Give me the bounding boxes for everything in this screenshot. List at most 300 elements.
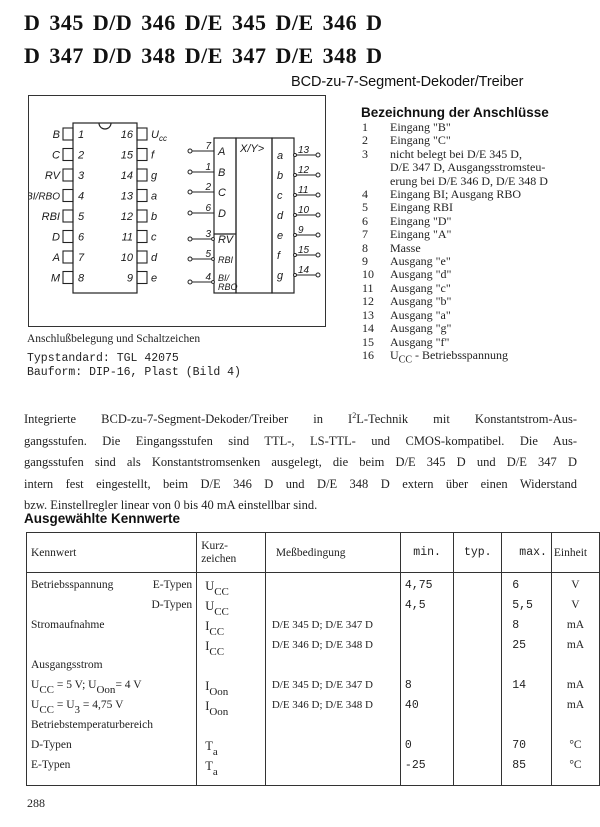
symbol-input-number: 7 — [205, 141, 211, 152]
paragraph-text: L-Technik mit Konstantstrom-Aus- — [356, 412, 578, 427]
output-terminal-icon — [316, 153, 320, 157]
diagram-caption: Anschlußbelegung und Schaltzeichen — [27, 333, 201, 345]
cell-unit: mA — [551, 679, 599, 699]
pin-desc — [390, 255, 590, 268]
symbol-sub: Oon — [209, 686, 229, 698]
cell-max — [502, 659, 552, 679]
dip-pin-left — [63, 169, 73, 181]
output-terminal-icon — [316, 273, 320, 277]
pin-number: 8 — [362, 240, 368, 255]
pin-desc-text: Eingang "B" — [390, 120, 451, 134]
table-row — [27, 719, 600, 739]
dip-pin-number: 16 — [120, 129, 133, 141]
kennwert-sub: CC — [39, 684, 54, 696]
pin-desc — [390, 201, 590, 214]
symbol-input-number: 1 — [205, 162, 211, 173]
pin-desc-text: Eingang BI; Ausgang RBO — [390, 187, 521, 202]
input-terminal-icon — [188, 257, 192, 261]
input-terminal-icon — [188, 280, 192, 284]
pin-desc — [390, 188, 590, 201]
dip-pin-left — [63, 190, 73, 202]
cell-unit: mA — [551, 699, 599, 719]
kennwert-wrap — [31, 619, 192, 631]
symbol-output-number: 10 — [298, 205, 310, 216]
cell-max: 6 — [502, 573, 552, 600]
dip-pin-label — [151, 150, 155, 162]
symbol-input-number: 2 — [205, 182, 211, 193]
col-messbedingung: Meßbedingung — [265, 533, 400, 573]
kennwert-type: E-Typen — [152, 579, 193, 591]
cell-max: 5,5 — [502, 599, 552, 619]
cell-kennwert — [27, 619, 197, 639]
col-max: max. — [502, 533, 552, 573]
pin-desc-sub: CC — [398, 354, 413, 366]
page-number: 288 — [27, 796, 45, 810]
col-kurz-2: zeichen — [201, 552, 237, 565]
cell-typ — [454, 739, 502, 759]
symbol-sub: CC — [209, 646, 225, 658]
symbol-output-number: 14 — [298, 265, 310, 276]
symbol-text: T — [205, 759, 213, 773]
pin-description-heading: Bezeichnung der Anschlüsse — [361, 105, 549, 120]
symbol-input-label: BI/ — [218, 273, 230, 283]
package-type: Bauform: DIP-16, Plast (Bild 4) — [27, 366, 241, 379]
description-paragraph — [24, 405, 577, 517]
cell-condition — [265, 759, 400, 786]
inversion-circle-icon — [294, 194, 297, 197]
pin-desc — [390, 268, 590, 281]
symbol-pins — [188, 141, 320, 292]
dip-pin-left — [63, 251, 73, 263]
symbol-output-number: 13 — [298, 145, 310, 156]
cell-min — [400, 639, 453, 659]
dip-pin-number: 1 — [78, 129, 85, 141]
paragraph-text: Integrierte BCD-zu-7-Segment-Dekoder/Treiber in I — [24, 412, 353, 427]
pin-desc — [390, 336, 590, 349]
dip-pin-left — [63, 128, 73, 140]
dip-pin-number: 9 — [126, 272, 133, 285]
pin-description-item — [362, 268, 590, 281]
dip-pin-label-text: e — [151, 272, 158, 285]
dip-pin-right — [137, 272, 147, 284]
kennwert-text: = 4 V — [115, 679, 142, 691]
symbol-input-number: 5 — [205, 249, 211, 260]
pin-desc-text: Eingang "C" — [390, 133, 451, 148]
dip-pin-label-text: a — [151, 190, 158, 203]
pin-desc-text: Masse — [390, 240, 421, 255]
symbol-output-number: 12 — [298, 165, 310, 176]
cell-kennwert — [27, 599, 197, 619]
kennwert-wrap — [31, 759, 192, 771]
cell-symbol — [197, 679, 266, 699]
table-row — [27, 739, 600, 759]
dip-pin-number: 13 — [120, 190, 133, 203]
pin-number: 13 — [362, 307, 374, 322]
cell-symbol — [197, 739, 266, 759]
symbol-core-block — [236, 138, 272, 293]
pin-description-item — [362, 148, 590, 188]
dip-pin-label-text: f — [151, 149, 155, 162]
characteristics-table — [26, 532, 600, 786]
pin-number: 10 — [362, 267, 374, 282]
paragraph-line — [24, 431, 577, 453]
dip-package-body — [73, 123, 137, 293]
subtitle: BCD-zu-7-Segment-Dekoder/Treiber — [291, 74, 524, 90]
pin-number: 12 — [362, 294, 374, 309]
cell-symbol — [197, 573, 266, 600]
symbol-sub: CC — [209, 626, 225, 638]
symbol-sub: Oon — [209, 706, 229, 718]
cell-kennwert — [27, 573, 197, 600]
dip-pin-number: 3 — [78, 170, 85, 182]
cell-symbol — [197, 639, 266, 659]
symbol-input-label: B — [218, 167, 226, 179]
table-row — [27, 599, 600, 619]
dip-pin-label — [151, 273, 157, 285]
output-terminal-icon — [316, 233, 320, 237]
kennwert-wrap — [31, 739, 192, 751]
dip-pin-right — [137, 169, 147, 181]
cell-unit: mA — [551, 639, 599, 659]
symbol-output-label: d — [277, 210, 284, 222]
kennwert-text: Betriebstemperaturbereich — [31, 719, 153, 731]
dip-pin-label: M — [50, 272, 60, 285]
title-line-2: D 347 D/D 348 D/E 347 D/E 348 D — [24, 43, 383, 68]
pin-description-item — [362, 255, 590, 268]
dip-pin-left — [63, 272, 73, 284]
dip-pin-left — [63, 231, 73, 243]
dip-pin-label — [151, 170, 158, 182]
cell-max: 70 — [502, 739, 552, 759]
input-terminal-icon — [188, 211, 192, 215]
dip-pin-right — [137, 251, 147, 263]
paragraph-text: gangsstufen sind als Konstantstromsenken ausgelegt, die beim D/E 345 D und D/E 347 D — [24, 455, 577, 470]
dip-pin-right — [137, 190, 147, 202]
dip-pin-right — [137, 149, 147, 161]
pin-desc-text: nicht belegt bei D/E 345 D, — [390, 146, 522, 161]
cell-min: 4,75 — [400, 573, 453, 600]
cell-kennwert — [27, 679, 197, 699]
cell-min — [400, 719, 453, 739]
symbol-input-label-2: RBO — [218, 282, 238, 292]
cell-unit: °C — [551, 739, 599, 759]
pin-desc — [390, 215, 590, 228]
table-header-row — [27, 533, 600, 573]
symbol-text: U — [205, 599, 215, 613]
kennwert-sub: CC — [39, 704, 54, 716]
cell-max — [502, 719, 552, 739]
kennwert-wrap — [31, 599, 192, 611]
table-row — [27, 639, 600, 659]
paragraph-line — [24, 452, 577, 474]
pin-desc — [390, 134, 590, 147]
cell-max: 8 — [502, 619, 552, 639]
symbol-output-number: 9 — [298, 225, 304, 236]
cell-min: 4,5 — [400, 599, 453, 619]
cell-unit: V — [551, 573, 599, 600]
cell-kennwert — [27, 699, 197, 719]
pin-desc-text: Ausgang "c" — [390, 280, 451, 295]
cell-symbol — [197, 699, 266, 719]
cell-condition — [265, 739, 400, 759]
dip-pin-label-text: b — [151, 211, 158, 223]
cell-unit: mA — [551, 619, 599, 639]
dip-pin-label — [151, 191, 157, 203]
dip-pin-label: BI/RBO — [29, 191, 60, 203]
input-terminal-icon — [188, 190, 192, 194]
output-terminal-icon — [316, 213, 320, 217]
symbol-text: T — [205, 739, 213, 753]
pin-desc — [390, 242, 590, 255]
table-row — [27, 679, 600, 699]
inversion-circle-icon — [294, 214, 297, 217]
pin-description-item — [362, 134, 590, 147]
kennwert-sub: 3 — [74, 704, 81, 716]
inversion-circle-icon — [212, 258, 215, 261]
kennwert-text: = 5 V; U — [54, 679, 97, 691]
symbol-text: I — [205, 639, 210, 653]
dip-pin-label: C — [52, 149, 60, 162]
cell-symbol — [197, 719, 266, 739]
pin-desc — [390, 295, 590, 308]
dip-pin-label — [151, 211, 157, 223]
cell-symbol — [197, 599, 266, 619]
pin-desc-text: Eingang "A" — [390, 227, 452, 242]
col-min: min. — [400, 533, 453, 573]
cell-typ — [454, 699, 502, 719]
pin-desc-text: Ausgang "f" — [390, 334, 450, 349]
pin-desc-text: - Betriebsspannung — [412, 347, 508, 362]
table-row — [27, 659, 600, 679]
paragraph-text: bzw. Einstellregler linear von 0 bis 40 mA einstellbar sind. — [24, 498, 318, 513]
cell-condition — [265, 719, 400, 739]
dip-pin-label-text: U — [151, 129, 159, 141]
cell-typ — [454, 679, 502, 699]
pin-description-item — [362, 349, 590, 367]
table-row — [27, 573, 600, 600]
cell-condition — [265, 659, 400, 679]
type-standard: Typstandard: TGL 42075 — [27, 352, 179, 365]
pin-desc — [390, 148, 590, 188]
cell-unit — [551, 719, 599, 739]
paragraph-line — [24, 474, 577, 496]
pin-desc-text-3: erung bei D/E 346 D, D/E 348 D — [390, 173, 548, 188]
inversion-circle-icon — [294, 174, 297, 177]
pin-description-item — [362, 201, 590, 214]
cell-condition — [265, 599, 400, 619]
kennwert-text: = U — [54, 699, 75, 711]
col-kurzzeichen — [197, 533, 266, 573]
cell-min — [400, 659, 453, 679]
cell-unit — [551, 659, 599, 679]
pin-number: 16 — [362, 347, 374, 362]
col-typ: typ. — [454, 533, 502, 573]
symbol-output-number: 11 — [298, 185, 309, 196]
inversion-circle-icon — [294, 274, 297, 277]
dip-pin-label-sub: cc — [158, 134, 167, 143]
dip-pin-right — [137, 128, 147, 140]
pin-desc-text: Ausgang "a" — [390, 307, 451, 322]
dip-pins — [29, 128, 167, 285]
cell-condition: D/E 345 D; D/E 347 D — [265, 679, 400, 699]
kennwert-type: D-Typen — [151, 599, 193, 611]
symbol-input-number: 4 — [205, 272, 211, 283]
cell-typ — [454, 639, 502, 659]
dip-pin-number: 15 — [120, 149, 133, 162]
cell-symbol — [197, 659, 266, 679]
pin-desc-text: Eingang RBI — [390, 200, 453, 215]
cell-max: 25 — [502, 639, 552, 659]
kennwert-text: Stromaufnahme — [31, 619, 105, 631]
cell-unit: °C — [551, 759, 599, 786]
cell-max — [502, 699, 552, 719]
paragraph-text: gangsstufen. Die Eingangsstufen sind TTL-, LS-TTL- und CMOS-kompatibel. Die Aus- — [24, 433, 577, 448]
pin-number: 1 — [362, 120, 368, 134]
symbol-function-label: X/Y> — [240, 143, 265, 155]
symbol-sub: a — [212, 746, 218, 758]
cell-condition: D/E 346 D; D/E 348 D — [265, 639, 400, 659]
table-heading: Ausgewählte Kennwerte — [24, 511, 181, 526]
pinout-and-symbol-diagram — [29, 96, 325, 326]
dip-pin-left — [63, 149, 73, 161]
kennwert-text: Ausgangsstrom — [31, 659, 103, 671]
pin-number: 2 — [362, 133, 368, 148]
dip-pin-label: B — [52, 129, 60, 141]
paragraph-sup: 2 — [352, 411, 357, 420]
pin-desc-symbol: U — [390, 347, 399, 362]
dip-pin-number: 10 — [120, 252, 133, 264]
cell-symbol — [197, 619, 266, 639]
dip-pin-number: 11 — [121, 231, 133, 244]
pin-number: 7 — [362, 227, 368, 242]
pin-description-item — [362, 242, 590, 255]
pin-desc-text: Ausgang "b" — [390, 294, 452, 309]
pin-description-item — [362, 322, 590, 335]
dip-pin-left — [63, 210, 73, 222]
symbol-sub: a — [212, 766, 218, 778]
kennwert-text: U — [31, 679, 40, 691]
pin-desc-text: Eingang "D" — [390, 213, 452, 228]
pin-description-item — [362, 282, 590, 295]
pin-number: 6 — [362, 213, 368, 228]
inversion-circle-icon — [212, 281, 215, 284]
inversion-circle-icon — [294, 254, 297, 257]
kennwert-text: Betriebsspannung — [31, 579, 114, 591]
inversion-circle-icon — [212, 238, 215, 241]
table-row — [27, 619, 600, 639]
dip-pin-number: 4 — [78, 190, 85, 203]
cell-typ — [454, 759, 502, 786]
pin-desc — [390, 322, 590, 335]
input-terminal-icon — [188, 149, 192, 153]
pin-desc-text-2: D/E 347 D, Ausgangsstromsteu- — [390, 160, 546, 175]
cell-kennwert — [27, 639, 197, 659]
symbol-text: I — [205, 619, 210, 633]
cell-typ — [454, 599, 502, 619]
col-kurz-1: Kurz- — [201, 539, 229, 552]
symbol-text: U — [205, 579, 215, 593]
dip-pin-label — [151, 252, 158, 264]
cell-condition: D/E 345 D; D/E 347 D — [265, 619, 400, 639]
kennwert-text: = 4,75 V — [80, 699, 124, 711]
symbol-output-label: e — [277, 230, 284, 242]
symbol-input-label: RV — [218, 234, 234, 246]
dip-pin-number: 12 — [120, 211, 133, 223]
table-row — [27, 699, 600, 719]
cell-max: 85 — [502, 759, 552, 786]
output-terminal-icon — [316, 253, 320, 257]
inversion-circle-icon — [294, 234, 297, 237]
output-terminal-icon — [316, 193, 320, 197]
cell-typ — [454, 573, 502, 600]
pin-description-item — [362, 309, 590, 322]
symbol-input-label: D — [218, 208, 226, 220]
cell-typ — [454, 619, 502, 639]
pin-desc — [390, 282, 590, 295]
dip-pin-right — [137, 231, 147, 243]
symbol-input-number: 6 — [205, 203, 211, 214]
symbol-input-label: A — [218, 146, 226, 158]
dip-pin-label: RBI — [41, 211, 60, 223]
cell-symbol — [197, 759, 266, 786]
pin-number: 15 — [362, 334, 374, 349]
cell-min: 0 — [400, 739, 453, 759]
symbol-output-label: f — [277, 250, 281, 262]
cell-min: 40 — [400, 699, 453, 719]
pin-number: 3 — [362, 146, 368, 161]
kennwert-wrap — [31, 579, 192, 591]
symbol-output-label: b — [277, 170, 284, 182]
diagram-box — [28, 95, 326, 327]
dip-pin-label-text: d — [151, 252, 158, 264]
pin-description-item — [362, 215, 590, 228]
symbol-sub: CC — [214, 606, 229, 618]
table-row — [27, 759, 600, 786]
dip-pin-label: A — [52, 252, 60, 264]
dip-pin-label: RV — [44, 170, 60, 182]
title-line-1: D 345 D/D 346 D/E 345 D/E 346 D — [24, 10, 383, 35]
col-einheit: Einheit — [551, 533, 599, 573]
pin-desc-text: Ausgang "d" — [390, 267, 452, 282]
cell-typ — [454, 659, 502, 679]
kennwert-wrap — [31, 659, 192, 671]
cell-kennwert — [27, 739, 197, 759]
symbol-output-label: g — [277, 270, 284, 282]
symbol-text: I — [205, 679, 210, 693]
symbol-output-number: 15 — [298, 245, 310, 256]
pin-desc — [390, 349, 590, 367]
cell-kennwert — [27, 759, 197, 786]
dip-pin-label: D — [52, 231, 60, 244]
dip-pin-right — [137, 210, 147, 222]
paragraph-line — [24, 405, 577, 431]
dip-pin-label — [151, 232, 157, 244]
dip-pin-number: 6 — [78, 231, 85, 244]
pin-number: 9 — [362, 254, 368, 269]
dip-pin-number: 7 — [78, 252, 85, 264]
kennwert-wrap — [31, 719, 192, 731]
symbol-input-label: C — [218, 187, 226, 199]
cell-max: 14 — [502, 679, 552, 699]
dip-pin-number: 2 — [78, 149, 85, 162]
pin-desc — [390, 121, 590, 134]
kennwert-text: D-Typen — [31, 739, 72, 751]
symbol-output-label: c — [277, 190, 283, 202]
symbol-input-number: 3 — [205, 229, 211, 240]
input-terminal-icon — [188, 170, 192, 174]
pin-number: 5 — [362, 200, 368, 215]
kennwert-text: E-Typen — [31, 759, 71, 771]
